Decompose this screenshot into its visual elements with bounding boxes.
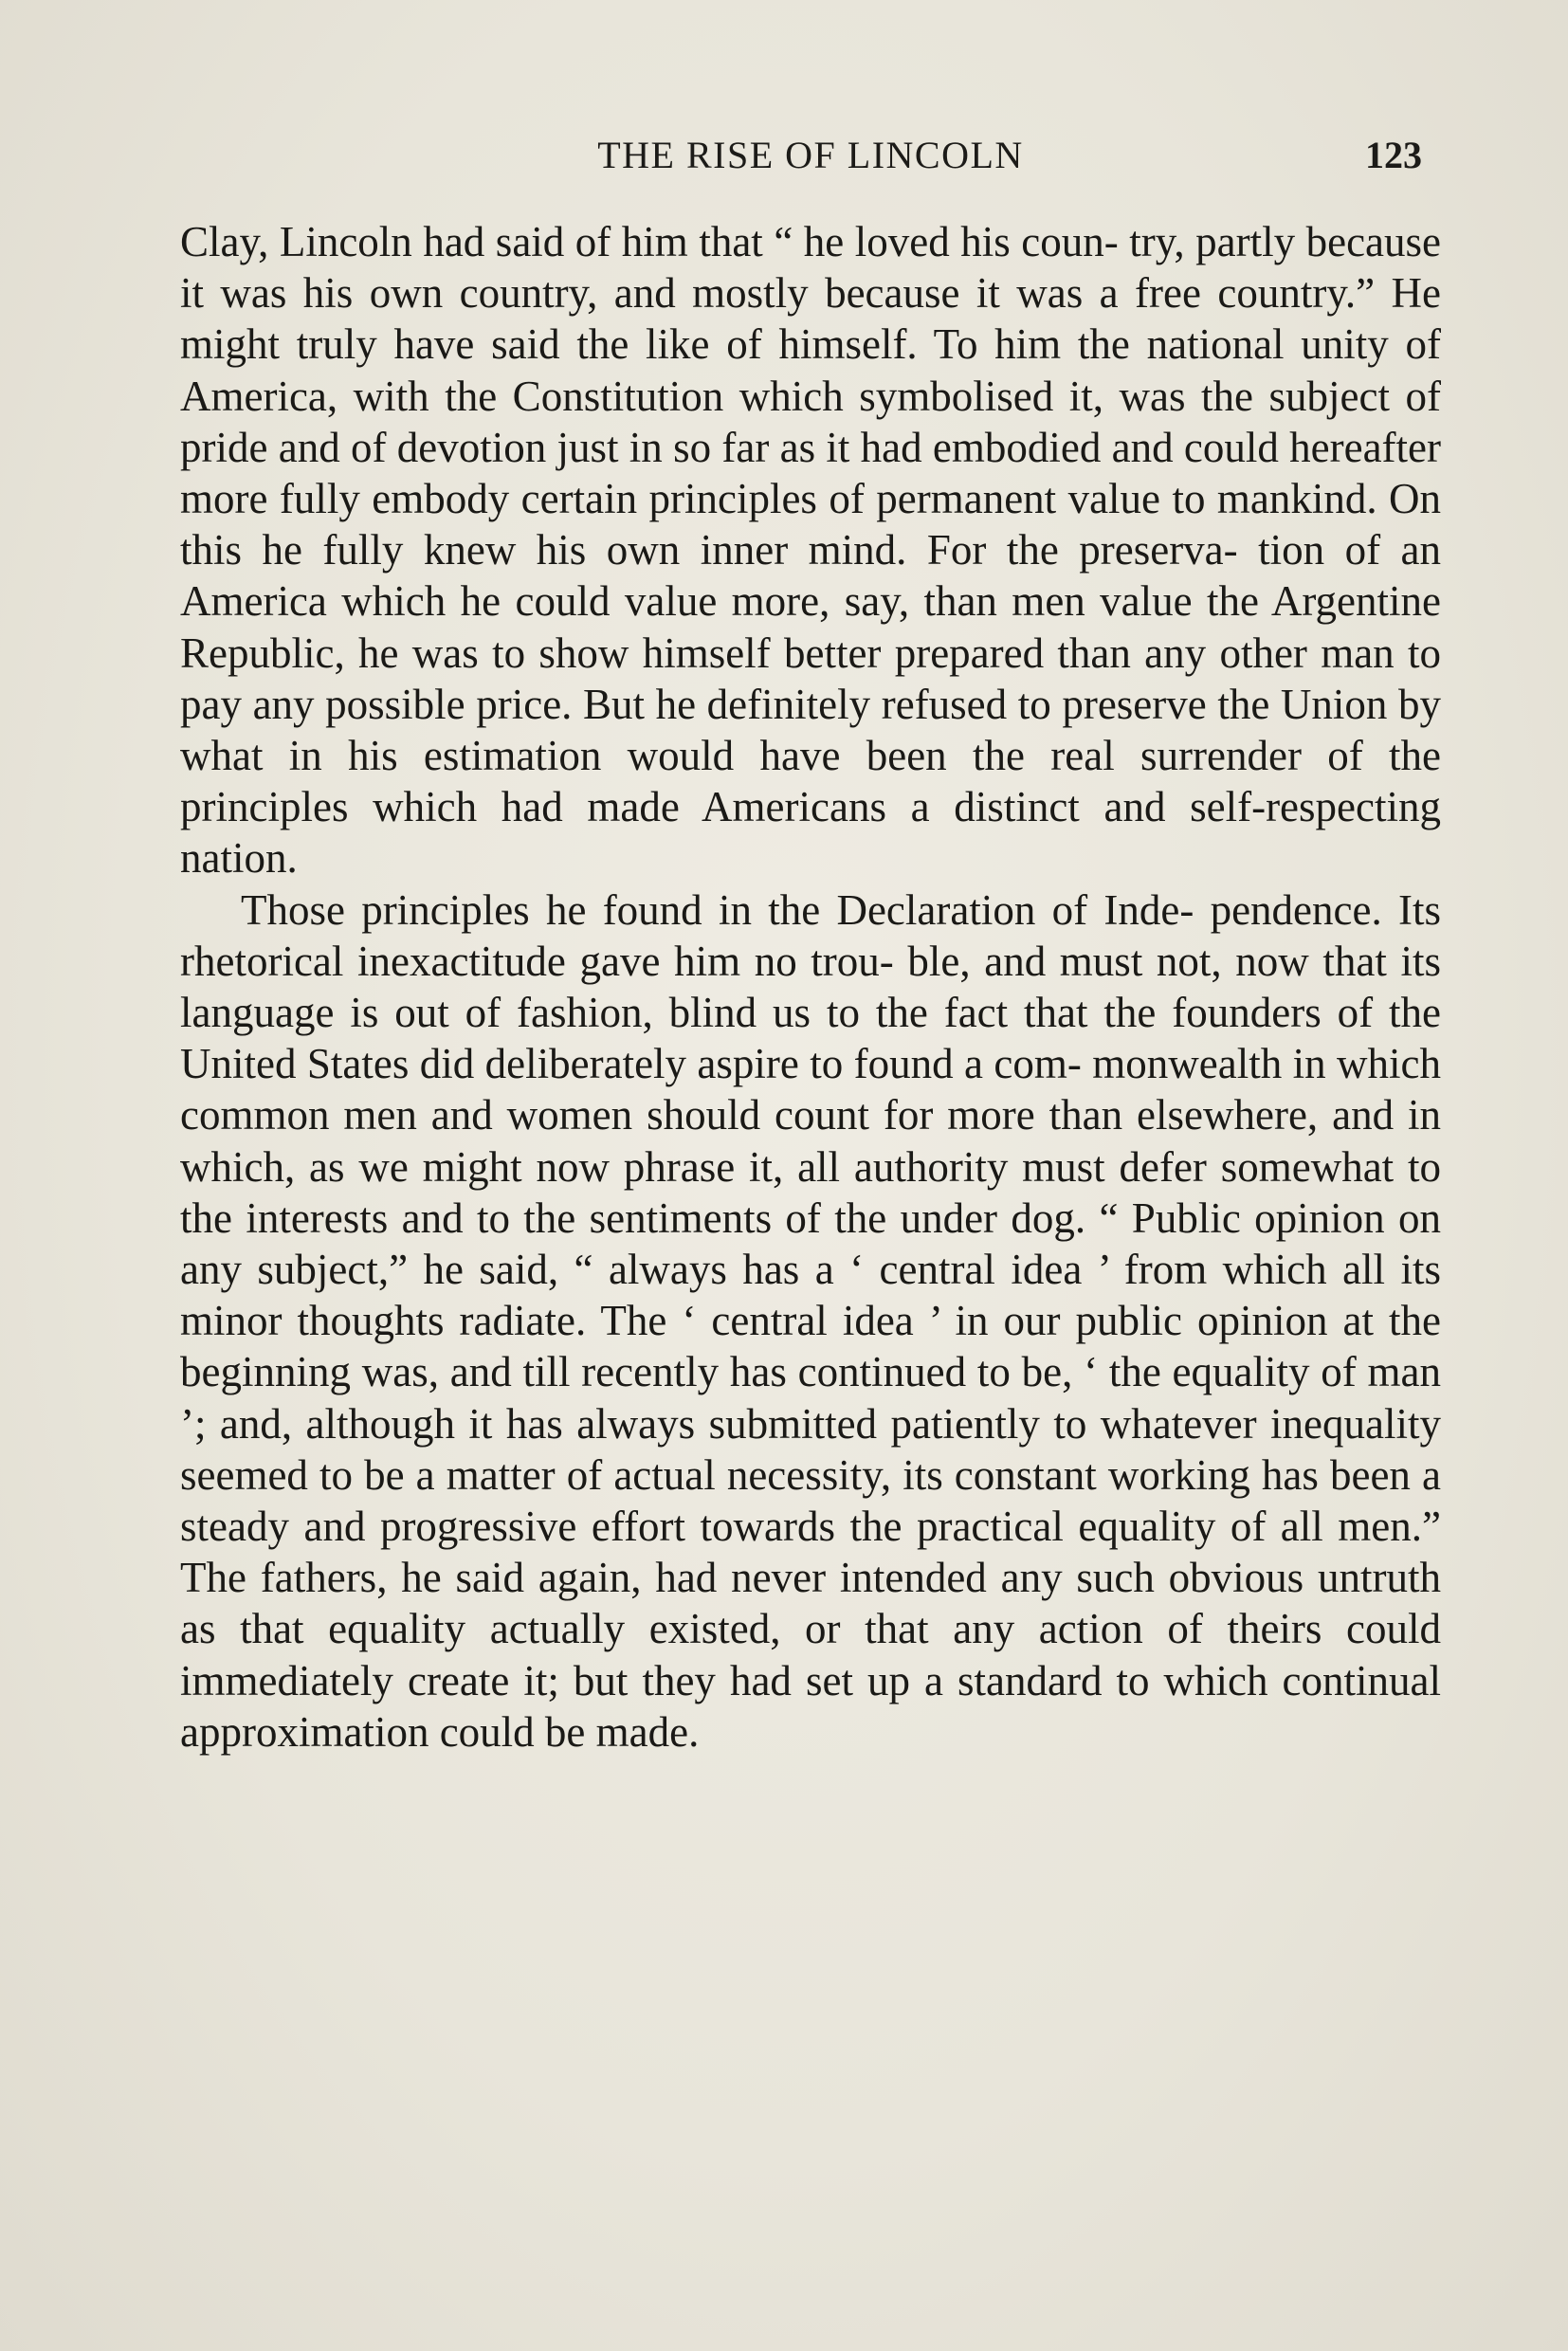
paragraph: Those principles he found in the Declaration of Inde- pendence. Its rhetorical inexactitude gave him no trou- ble, and must not, now that its language is out of fashion, blind us to the fact that the founders of the United States did deliberately aspire to found a com- monwealth in which common men and women should count for more than elsewhere, and in which, as we might now phrase it, all authority must defer somewhat to the interests and to the sentiments of the under dog. “ Public opinion on any subject,” he said, “ always has a ‘ central idea ’ from which all its minor thoughts radiate. The ‘ central idea ’ in our public opinion at the beginning was, and till recently has continued to be, ‘ the equality of man ’; and, although it has always submitted patiently to whatever inequality seemed to be a matter of actual necessity, its constant working has been a steady and progressive effort towards the practical equality of all men.” The fathers, he said again, had never intended any such obvious untruth as that equality actually existed, or that any action of theirs could immediately create it; but they had set up a standard to which continual approximation could be made. xyxy=(180,885,1441,1756)
paragraph: Clay, Lincoln had said of him that “ he loved his coun- try, partly because it was his own country, and mostly because it was a free country.” He might truly have said the like of himself. To him the national unity of America, with the Constitution which symbolised it, was the subject of pride and of devotion just in so far as it had embodied and could hereafter more fully embody certain principles of permanent value to mankind. On this he fully knew his own inner mind. For the preserva- tion of an America which he could value more, say, than men value the Argentine Republic, he was to show himself better prepared than any other man to pay any possible price. But he definitely refused to preserve the Union by what in his estimation would have been the real surrender of the principles which had made Americans a distinct and self-respecting nation. xyxy=(180,218,1441,883)
body-text xyxy=(180,216,1441,1758)
page-number: 123 xyxy=(1365,134,1422,176)
running-title: THE RISE OF LINCOLN xyxy=(597,134,1024,176)
running-head xyxy=(180,133,1441,190)
